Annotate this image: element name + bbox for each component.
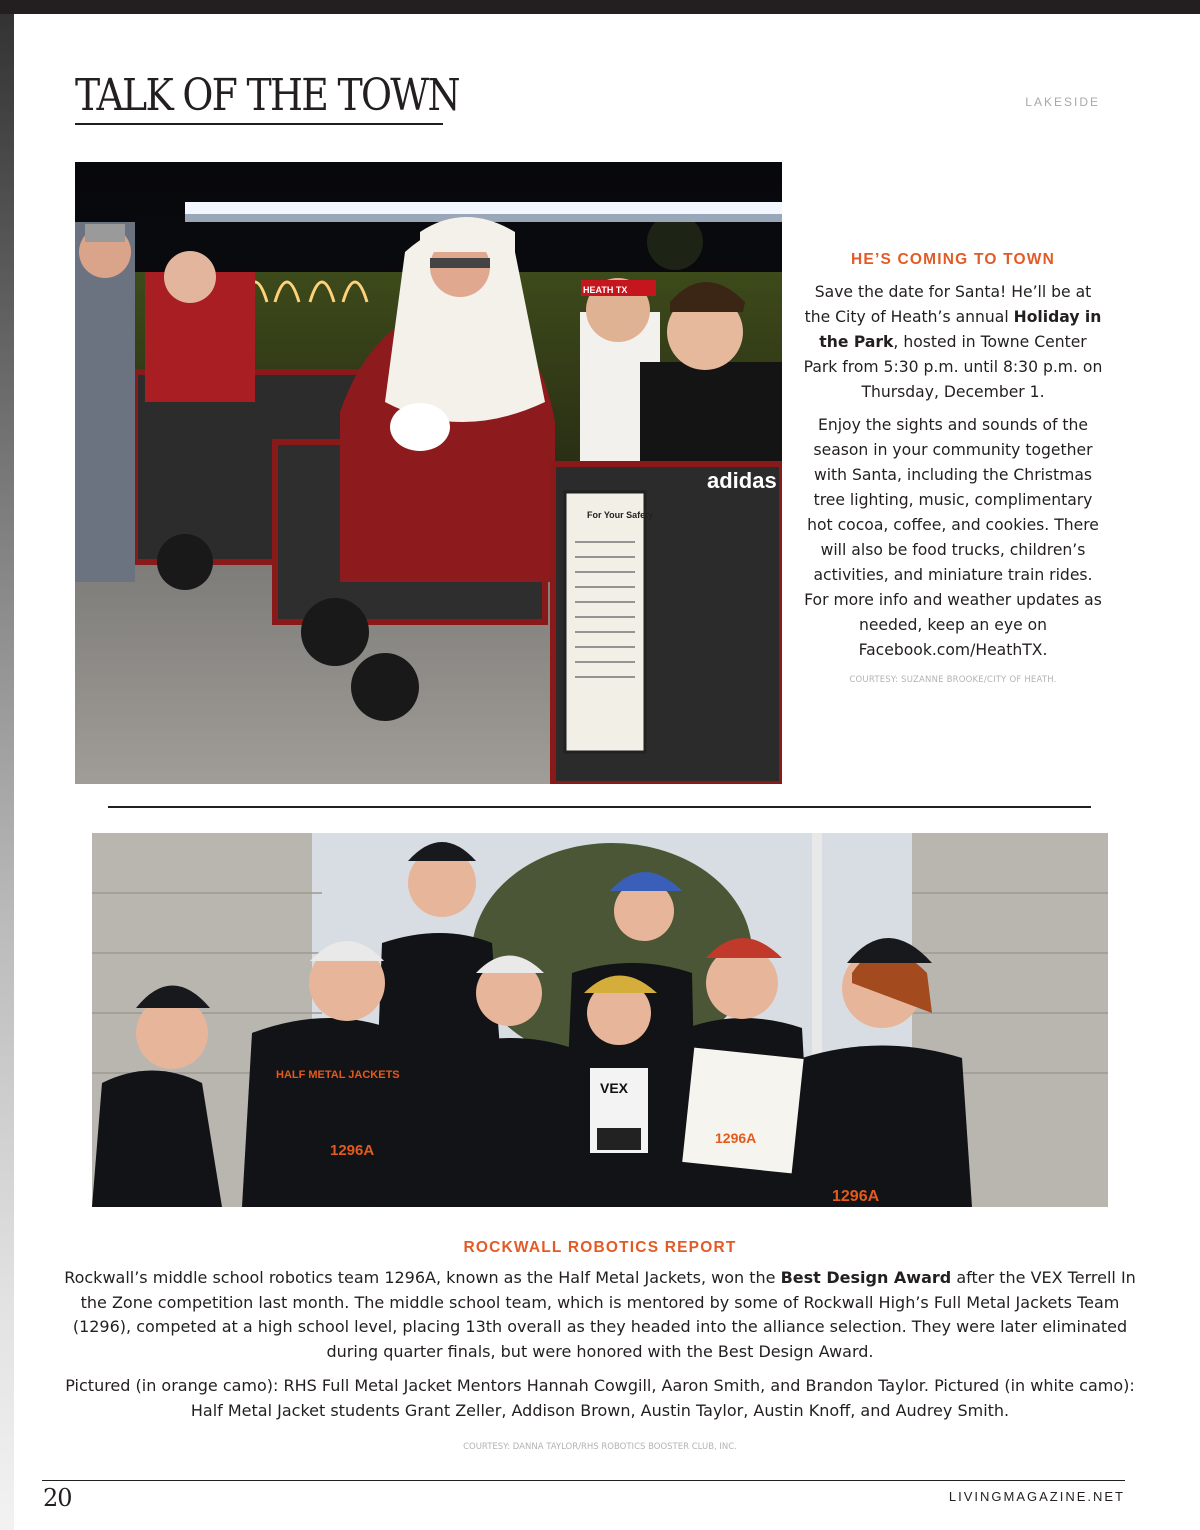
robotics-photo-credit: COURTESY: DANNA TAYLOR/RHS ROBOTICS BOOSTER CLUB, INC.: [463, 1442, 737, 1452]
robotics-headline: ROCKWALL ROBOTICS REPORT: [463, 1239, 737, 1256]
title-underline: [75, 123, 443, 125]
photo-shirt-team-text: HALF METAL JACKETS: [276, 1069, 400, 1081]
santa-paragraph-1: Save the date for Santa! He’ll be at the City of Heath’s annual Holiday in the Park, hosted in Towne Center Park from 5:30 p.m. until 8:30 p.m. on Thursday, December 1.: [803, 283, 1103, 401]
photo-shirt-number-text-2: 1296A: [832, 1188, 880, 1205]
robotics-team-photo: [92, 833, 1108, 1207]
robotics-paragraph-1: Rockwall’s middle school robotics team 1296A, known as the Half Metal Jackets, won the Best Design Award after the VEX Terrell In the Zone competition last month. The middle school team, which is mentored by some of Rockwall High’s Full Metal Jackets Team (1296), competed at a high school level, placing 13th overall as they headed into the alliance selection. They were later eliminated during quarter finals, but were honored with the Best Design Award.: [64, 1268, 1136, 1361]
photo-headband-text: HEATH TX: [583, 285, 628, 295]
page-title: TALK OF THE TOWN: [75, 70, 459, 121]
footer-website: LIVINGMAGAZINE.NET: [948, 1489, 1125, 1504]
section-label: LAKESIDE: [1025, 95, 1100, 109]
photo-book-number-text: 1296A: [715, 1130, 757, 1146]
santa-train-photo: [75, 162, 782, 784]
top-bar: [0, 0, 1200, 14]
robotics-story: [60, 1238, 1140, 1433]
santa-story: [800, 250, 1106, 685]
santa-paragraph-2: Enjoy the sights and sounds of the season in your community together with Santa, including the Christmas tree lighting, music, complimentary hot cocoa, coffee, and cookies. There will also be food trucks, children’s activities, and miniature train rides. For more info and weather updates as needed, keep an eye on Facebook.com/HeathTX.: [804, 416, 1102, 659]
page-number: 20: [43, 1484, 72, 1512]
photo-shirt-text: adidas: [707, 468, 777, 493]
left-edge-gradient: [0, 14, 14, 1530]
robotics-paragraph-2: Pictured (in orange camo): RHS Full Metal Jacket Mentors Hannah Cowgill, Aaron Smith, and Brandon Taylor. Pictured (in white camo): Half Metal Jacket students Grant Zeller, Addison Brown, Austin Taylor, Austin Knoff, and Audrey Smith.: [65, 1376, 1135, 1420]
footer-rule: [42, 1480, 1125, 1481]
section-divider: [108, 806, 1091, 808]
santa-headline: HE’S COMING TO TOWN: [851, 251, 1055, 268]
santa-photo-credit: COURTESY: SUZANNE BROOKE/CITY OF HEATH.: [849, 675, 1057, 685]
photo-sign-text: For Your Safety: [587, 510, 654, 520]
photo-trophy-text: VEX: [600, 1080, 629, 1096]
photo-shirt-number-text: 1296A: [330, 1142, 375, 1159]
